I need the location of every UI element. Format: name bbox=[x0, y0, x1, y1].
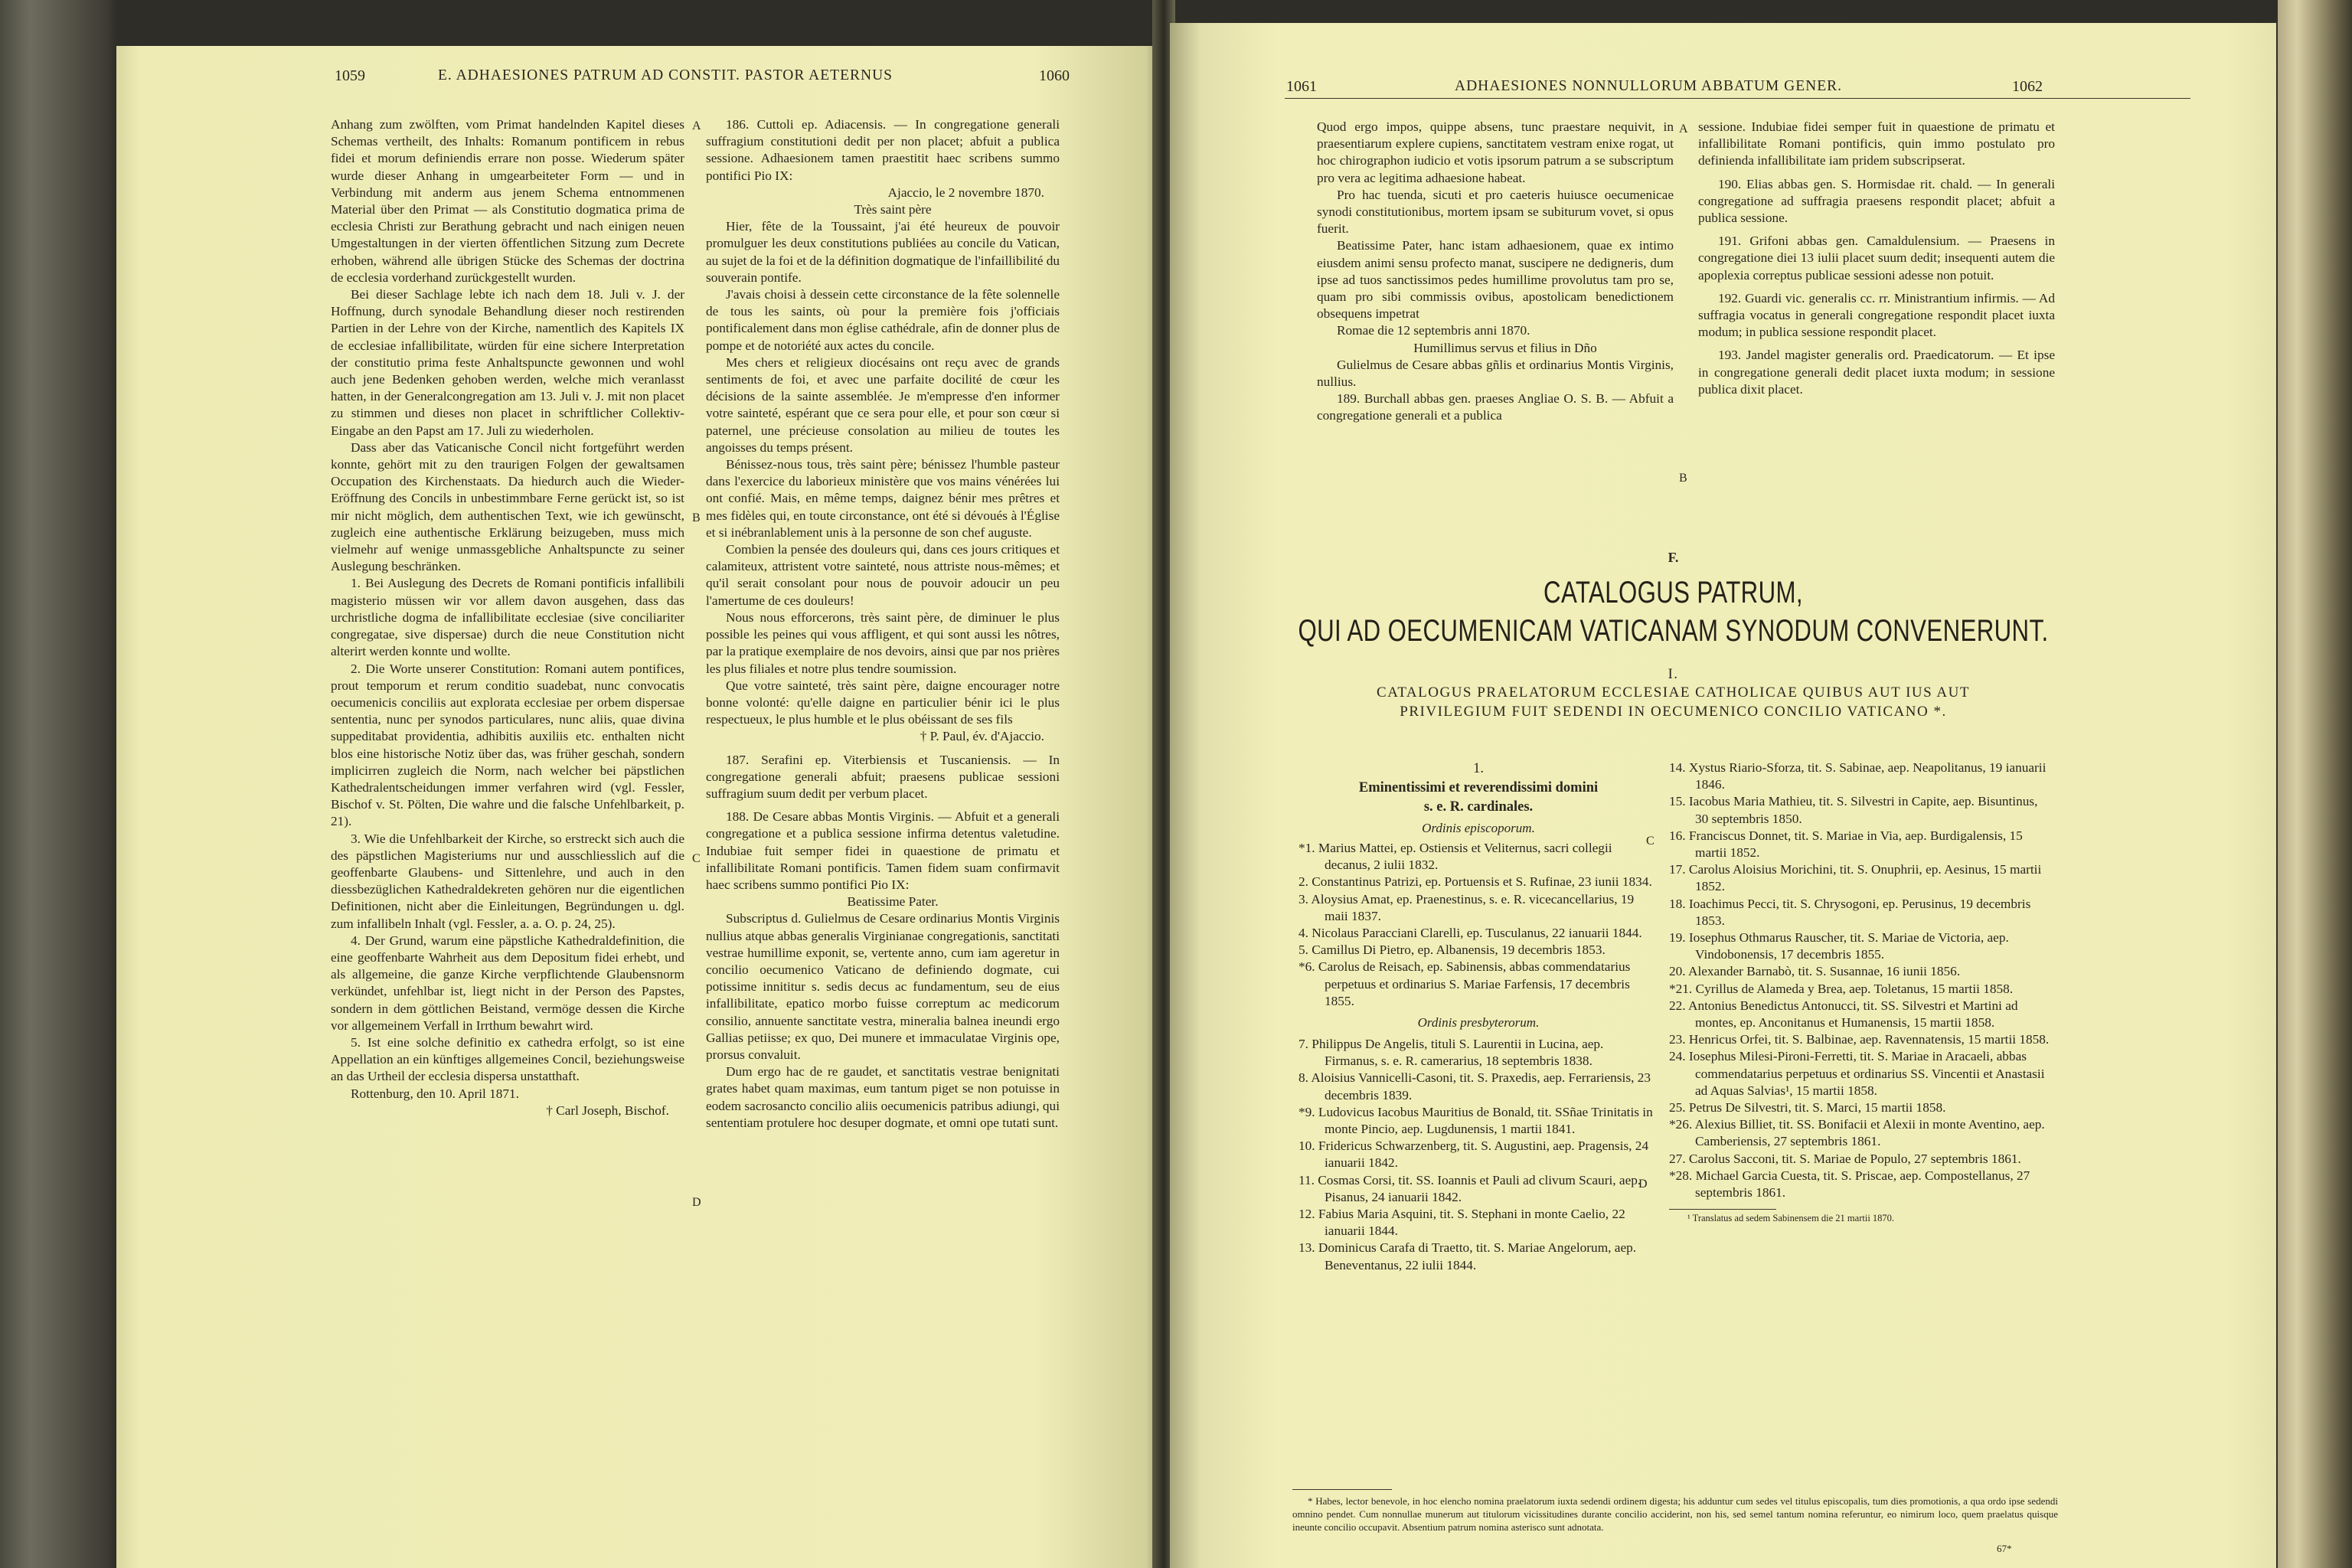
paragraph: Dum ergo hac de re gaudet, et sanctitatis vestrae benignitati grates habet quam maximas, eum tantum piget se non potuisse in eodem sacrosancto concilio aliis oecumenicis patribus adiungi, qui sententiam protulere hoc desuper dogmate, et omni ope tutati sunt. bbox=[706, 1064, 1060, 1130]
paragraph: Bei dieser Sachlage lebte ich nach dem 18. Juli v. J. der Hoffnung, durch synodale Behandlung dieser noch restirenden Partien in der Lehre von der Kirche, namentlich des Kapitels IX de ecclesiae infallibilitate, würden für eine sichere Interpretation der constitutio prima feste Anhaltspuncte gewonnen und wohl auch jene Bedenken gehoben werden, welche mich veranlasst hatten, in der Generalcongregation am 13. Juli v. J. mit non placet zu stimmen und dieses non placet in schriftlicher Collektiv-Eingabe an den Papst am 17. Juli zu wiederholen. bbox=[331, 287, 684, 438]
paragraph: J'avais choisi à dessein cette circonstance de la fête solennelle de tous les saints, où pour la première fois j'officiais pontificalement dans mon église cathédrale, afin de donner plus de pompe et de notoriété aux actes du concile. bbox=[706, 287, 1060, 353]
catalogue-entry: *26. Alexius Billiet, tit. SS. Bonifacii et Alexii in monte Aventino, aep. Camberiensis, 27 septembris 1861. bbox=[1669, 1117, 2045, 1149]
left-heading: E. ADHAESIONES PATRUM AD CONSTIT. PASTOR AETERNUS bbox=[438, 67, 893, 83]
subsection-title-line-2: PRIVILEGIUM FUIT SEDENDI IN OECUMENICO CONCILIO VATICANO *. bbox=[1400, 704, 1947, 720]
head-rule bbox=[1285, 98, 2190, 99]
paragraph: Que votre sainteté, très saint père, daigne encourager notre bonne volonté: qu'elle daigne en particulier bénir ici le plus respectueux, le plus humble et le plus obéissant de ses fils bbox=[706, 678, 1060, 727]
entry-192: 192. Guardi vic. generalis cc. rr. Ministrantium infirmis. — Ad suffragia vocatus in generali congregatione respondit placet iuxta modum; in publica sessione respondit placet. bbox=[1698, 290, 2055, 340]
left-running-head bbox=[116, 67, 1158, 98]
salutation: Très saint père bbox=[854, 202, 932, 217]
margin-letter-b: B bbox=[692, 511, 701, 524]
catalogue-entry: 5. Camillus Di Pietro, ep. Albanensis, 19 decembris 1853. bbox=[1298, 942, 1606, 958]
left-page bbox=[116, 46, 1158, 1568]
right-page bbox=[1170, 23, 2276, 1568]
catalogue-entry: 12. Fabius Maria Asquini, tit. S. Stephani in monte Caelio, 22 ianuarii 1844. bbox=[1298, 1207, 1625, 1239]
page-number-1061: 1061 bbox=[1286, 78, 1317, 95]
left-page-column-1 bbox=[331, 116, 684, 1119]
catalogue-entry: 3. Aloysius Amat, ep. Praenestinus, s. e. R. vicecancellarius, 19 maii 1837. bbox=[1298, 891, 1635, 923]
entry-190: 190. Elias abbas gen. S. Hormisdae rit. chald. — In generali congregatione ad suffragia praesens respondit placet; abfuit a publica sessione. bbox=[1698, 176, 2055, 226]
catalogue-entry: 4. Nicolaus Paracciani Clarelli, ep. Tusculanus, 22 ianuarii 1844. bbox=[1298, 926, 1642, 941]
right-heading: ADHAESIONES NONNULLORUM ABBATUM GENER. bbox=[1455, 78, 1843, 94]
catalogue-entry: *28. Michael Garcia Cuesta, tit. S. Priscae, aep. Compostellanus, 27 septembris 1861. bbox=[1669, 1168, 2030, 1200]
order-bishops: Ordinis episcoporum. bbox=[1422, 821, 1535, 835]
category-number: 1. bbox=[1473, 761, 1484, 776]
catalogue-entry: 15. Iacobus Maria Mathieu, tit. S. Silvestri in Capite, aep. Bisuntinus, 30 septembris 1850. bbox=[1669, 794, 2038, 826]
category-subheading: s. e. R. cardinales. bbox=[1423, 799, 1534, 815]
paragraph: Nous nous efforcerons, très saint père, de diminuer le plus possible les peines qui vous affligent, et qui sont aussi les nôtres, par la pratique exemplaire de nos devoirs, ainsi que par nos prières les plus filiales et notre plus tendre soumission. bbox=[706, 609, 1060, 676]
catalogue-entry: 7. Philippus De Angelis, tituli S. Laurentii in Lucina, aep. Firmanus, s. e. R. camerarius, 18 septembris 1838. bbox=[1298, 1037, 1604, 1069]
closing: Humillimus servus et filius in Dño bbox=[1413, 340, 1597, 355]
section-letter: F. bbox=[1668, 550, 1679, 565]
paragraph: Quod ergo impos, quippe absens, tunc praestare nequivit, in praesentiarum explere cupiens, sanctitatem vestram enixe rogat, ut hoc chirographon iudicio et votis ipsorum patrum a se subscriptum pro vera ac legitima adhaesione habeat. bbox=[1317, 119, 1674, 185]
entry-189: 189. Burchall abbas gen. praeses Angliae O. S. B. — Abfuit a congregatione generali et a publica bbox=[1317, 391, 1674, 423]
margin-letter-d: D bbox=[692, 1196, 701, 1209]
footnote-rule bbox=[1292, 1489, 1392, 1490]
catalogue-entry: *1. Marius Mattei, ep. Ostiensis et Veliternus, sacri collegii decanus, 2 iulii 1832. bbox=[1298, 841, 1612, 873]
paragraph: Beatissime Pater, hanc istam adhaesionem, quae ex intimo eiusdem animi sensu profecto manat, suscipere ne dedigneris, dum ipse ad tuos sanctissimos pedes humillime provolutus tam pro se, quam pro sibi commissis ovibus, apostolicam benedictionem obsequens impetrat bbox=[1317, 238, 1674, 322]
margin-letter-a: A bbox=[1679, 122, 1688, 136]
catalogue-entry: 10. Fridericus Schwarzenberg, tit. S. Augustini, aep. Pragensis, 24 ianuarii 1842. bbox=[1298, 1138, 1649, 1171]
catalogue-entry: 16. Franciscus Donnet, tit. S. Mariae in Via, aep. Burdigalensis, 15 martii 1852. bbox=[1669, 828, 2023, 861]
catalogue-entry: 27. Carolus Sacconi, tit. S. Mariae de Populo, 27 septembris 1861. bbox=[1669, 1151, 2021, 1166]
footnote-asterisk: * Habes, lector benevole, in hoc elencho nomina praelatorum iuxta sedendi ordinem digesta; his adduntur cum sedes vel titulus episcopalis, tum dies promotionis, a qua ordo ipse sedendi omnino pendet. Cum nonnullae munerum aut titulorum vicissitudines durante concilio acciderint, non his, sed semel tantum nomina referuntur, eo nimirum loco, quem praelatus quisque ineunte concilio occupavit. Absentium patrum nomina asterisco sunt adnotata. bbox=[1292, 1495, 2058, 1533]
paragraph: sessione. Indubiae fidei semper fuit in quaestione de primatu et infallibilitate Romani pontificis, quin immo postulato pro definienda infallibilitate iam pridem subscripserat. bbox=[1698, 119, 2055, 168]
paragraph: Anhang zum zwölften, vom Primat handelnden Kapitel dieses Schemas vertheilt, des Inhalts: Romanum pontificem in rebus fidei et morum definiendis errare non posse. Wiederum später wurde dieser Anhang in umgearbeiteter Form — und in Verbindung mit anderm aus jenem Schema entnommenen Material über den Primat — als Constitutio dogmatica prima de ecclesia Christi zur Berathung gebracht und nach einigen neuen Umgestaltungen in der vierten öffentlichen Sitzung zum Decrete erhoben, während alle übrigen Stücke des Schemas der doctrina de ecclesia vorderhand zurückgestellt wurden. bbox=[331, 117, 684, 285]
catalogue-entry: 17. Carolus Aloisius Morichini, tit. S. Onuphrii, ep. Aesinus, 15 martii 1852. bbox=[1669, 862, 2042, 894]
catalogue-entry: 22. Antonius Benedictus Antonucci, tit. SS. Silvestri et Martini ad montes, ep. Anconitanus et Humanensis, 15 martii 1858. bbox=[1669, 998, 2018, 1031]
catalogue-entry: 20. Alexander Barnabò, tit. S. Susannae, 16 iunii 1856. bbox=[1669, 964, 1961, 979]
catalogue-entry: *9. Ludovicus Iacobus Mauritius de Bonald, tit. SSñae Trinitatis in monte Pincio, aep. Lugdunensis, 1 martii 1841. bbox=[1298, 1104, 1653, 1137]
paragraph: 3. Wie die Unfehlbarkeit der Kirche, so erstreckt sich auch die des päpstlichen Magisteriums nur und ausschliesslich auf die geoffenbarte Glaubens- und Sittenlehre, und auch in den diessbezüglichen Kathedraldekreten gehören nur die eigentlichen Definitionen, nicht aber die Einleitungen, Begründungen u. dgl. zum infallibeln Inhalt (vgl. Fessler, a. a. O. p. 24, 25). bbox=[331, 831, 684, 931]
paragraph: Subscriptus d. Gulielmus de Cesare ordinarius Montis Virginis nullius atque abbas generalis Virginianae congregationis, sanctitati vestrae humillime exponit, se, vertente anno, cum iam ageretur in concilio oecumenico Vaticano de definiendo dogmate, cui potissime innititur s. sedis decus ac fundamentum, seu de eius infallibilitate, epatico morbo fuisse correptum ac medicorum consilio, annuente sanctitate vestra, mineralia balnea ineundi ergo Gallias petiisse; ex quo, Dei munere et immaculatae Virginis ope, prorsus convaluit. bbox=[706, 911, 1060, 1062]
page-number-1059: 1059 bbox=[335, 67, 365, 84]
date-line: Rottenburg, den 10. April 1871. bbox=[351, 1086, 520, 1101]
catalogue-entry: *6. Carolus de Reisach, ep. Sabinensis, abbas commendatarius perpetuus et ordinarius S. Mariae Farfensis, 17 decembris 1855. bbox=[1298, 959, 1631, 1008]
catalogue-entry: *21. Cyrillus de Alameda y Brea, aep. Toletanus, 15 martii 1858. bbox=[1669, 981, 2014, 996]
margin-letter-b: B bbox=[1679, 472, 1687, 485]
margin-letter-c: C bbox=[692, 852, 701, 865]
salutation: Beatissime Pater. bbox=[847, 894, 939, 910]
margin-letter-a: A bbox=[692, 119, 701, 132]
subsection-number: I. bbox=[1668, 666, 1679, 682]
entry-188: 188. De Cesare abbas Montis Virginis. — Abfuit et a generali congregatione et a publica sessione infirma detentus valetudine. Indubiae fuit semper fidei in quaestione de primatu et infallibilitate Romani pontificis. Tamen fidem suam confirmavit haec scribens summo pontifici Pio IX: bbox=[706, 809, 1060, 892]
order-priests: Ordinis presbyterorum. bbox=[1417, 1015, 1540, 1031]
catalogue-column-2 bbox=[1669, 760, 2052, 1224]
catalogue-entry: 14. Xystus Riario-Sforza, tit. S. Sabinae, aep. Neapolitanus, 19 ianuarii 1846. bbox=[1669, 760, 2047, 792]
catalogue-entry: 2. Constantinus Patrizi, ep. Portuensis et S. Rufinae, 23 iunii 1834. bbox=[1298, 874, 1652, 890]
catalogue-entry: 19. Iosephus Othmarus Rauscher, tit. S. Mariae de Victoria, aep. Vindobonensis, 17 decembris 1855. bbox=[1669, 930, 2009, 962]
paragraph: 1. Bei Auslegung des Decrets de Romani pontificis infallibili magisterio müssen wir vor allem davon ausgehen, dass das urchristliche dogma de infallibilitate ecclesiae (sive conciliariter congregatae, sive dispersae) durch die neue Constitution nicht alterirt werden konnte und wollte. bbox=[331, 576, 684, 659]
paragraph: 5. Ist eine solche definitio ex cathedra erfolgt, so ist eine Appellation an ein künftiges allgemeines Concil, beziehungsweise an das Urtheil der ecclesia dispersa unstatthaft. bbox=[331, 1034, 684, 1084]
catalogue-entry: 8. Aloisius Vannicelli-Casoni, tit. S. Praxedis, aep. Ferrariensis, 23 decembris 1839. bbox=[1298, 1070, 1651, 1102]
paragraph: Combien la pensée des douleurs qui, dans ces jours critiques et calamiteux, attristent votre sainteté, nous attriste nous-mêmes; et qu'il serait consolant pour nous de pouvoir adoucir un peu l'amertume de ces douleurs! bbox=[706, 542, 1060, 608]
paragraph: Pro hac tuenda, sicuti et pro caeteris huiusce oecumenicae synodi constitutionibus, mortem ipsam se subiturum vovet, si opus fuerit. bbox=[1317, 187, 1674, 237]
category-heading: Eminentissimi et reverendissimi domini bbox=[1358, 780, 1599, 795]
catalogue-entry: 13. Dominicus Carafa di Traetto, tit. S. Mariae Angelorum, aep. Beneventanus, 22 iulii 1844. bbox=[1298, 1240, 1637, 1272]
signature: † Carl Joseph, Bischof. bbox=[546, 1102, 669, 1118]
page-number-1062: 1062 bbox=[2012, 78, 2043, 95]
paragraph: Mes chers et religieux diocésains ont reçu avec de grands sentiments de foi, et avec une parfaite docilité de cœur les décisions de la sainte assemblée. Je m'empresse d'en informer votre sainteté, espérant que ce sera pour elle, et pour son cœur si paternel, une précieuse consolation au milieu de toutes les angoisses du temps présent. bbox=[706, 354, 1060, 455]
subsection-title-line-1: CATALOGUS PRAELATORUM ECCLESIAE CATHOLICAE QUIBUS AUT IUS AUT bbox=[1377, 684, 1970, 701]
paragraph: Hier, fête de la Toussaint, j'ai été heureux de pouvoir promulguer les deux constitutions publiées au concile du Vatican, au sujet de la foi et de la définition dogmatique de l'infaillibilité du souverain pontife. bbox=[706, 219, 1060, 285]
entry-191: 191. Grifoni abbas gen. Camaldulensium. — Praesens in congregatione diei 13 iulii placet suum dedit; insequenti autem die apoplexia correptus publicae sessioni adesse non potuit. bbox=[1698, 234, 2055, 283]
signature-mark: 67* bbox=[1997, 1543, 2012, 1554]
catalogue-entry: 24. Iosephus Milesi-Pironi-Ferretti, tit. S. Mariae in Aracaeli, abbas commendatarius perpetuus et ordinarius SS. Vincentii et Anastasii ad Aquas Salvias¹, 15 martii 1858. bbox=[1669, 1049, 2045, 1098]
catalogue-entry: 11. Cosmas Corsi, tit. SS. Ioannis et Pauli ad clivum Scauri, aep. Pisanus, 24 ianuarii 1842. bbox=[1298, 1172, 1642, 1204]
entry-193: 193. Jandel magister generalis ord. Praedicatorum. — Et ipse in congregatione generali dedit placet iuxta modum; in sessione publica dixit placet. bbox=[1698, 348, 2055, 397]
paragraph: 4. Der Grund, warum eine päpstliche Kathedraldefinition, die eine geoffenbarte Wahrheit aus dem Depositum fidei erhebt, und als allgemeine, die ganze Kirche verpflichtende Glaubensnorm verkündet, unfehlbar ist, liegt nicht in der Person des Papstes, sondern in dem göttlichen Beistand, vermöge dessen die Kirche vor allgemeinem Verfall in Irrthum bewahrt wird. bbox=[331, 933, 684, 1033]
right-page-column-2 bbox=[1698, 119, 2055, 398]
catalogue-title-line-2: QUI AD OECUMENICAM VATICANAM SYNODUM CONVENERUNT. bbox=[1298, 614, 2049, 648]
catalogue-entry: 23. Henricus Orfei, tit. S. Balbinae, aep. Ravennatensis, 15 martii 1858. bbox=[1669, 1032, 2050, 1047]
catalogue-column-1 bbox=[1298, 760, 1658, 1274]
left-page-column-2 bbox=[706, 116, 1060, 1132]
margin-letter-c: C bbox=[1646, 835, 1655, 848]
right-running-head bbox=[1170, 78, 2276, 109]
entry-187: 187. Serafini ep. Viterbiensis et Tuscaniensis. — In congregatione generali abfuit; praesens publicae sessioni suffragium suum dedit per verbum placet. bbox=[706, 752, 1060, 801]
paragraph: Dass aber das Vaticanische Concil nicht fortgeführt werden konnte, gehört mit zu den traurigen Folgen der gewaltsamen Occupation des Kirchenstaats. Da hiedurch auch die Wieder-Eröffnung des Concils in unbestimmbare Ferne gerückt ist, so ist mir nicht möglich, dem authentischen Text, wie ich gewünscht, zugleich eine authentische Erklärung beizugeben, muss mich vielmehr auf wenige unmassgebliche Anhaltspuncte zu seiner Auslegung beschränken. bbox=[331, 439, 684, 574]
date-line: Romae die 12 septembris anni 1870. bbox=[1337, 323, 1530, 338]
margin-letter-d: D bbox=[1638, 1178, 1648, 1191]
date-line: Ajaccio, le 2 novembre 1870. bbox=[887, 185, 1044, 200]
catalogue-title-line-1: CATALOGUS PATRUM, bbox=[1544, 576, 1803, 609]
signature: † P. Paul, év. d'Ajaccio. bbox=[920, 729, 1044, 744]
right-page-column-1 bbox=[1317, 119, 1674, 425]
footnote-rule bbox=[1669, 1209, 1776, 1210]
catalogue-entry: 18. Ioachimus Pecci, tit. S. Chrysogoni, ep. Perusinus, 19 decembris 1853. bbox=[1669, 896, 2031, 928]
footnote-1: ¹ Translatus ad sedem Sabinensem die 21 martii 1870. bbox=[1687, 1213, 1895, 1224]
book-cover-edge bbox=[2278, 0, 2352, 1568]
catalogue-entry: 25. Petrus De Silvestri, tit. S. Marci, 15 martii 1858. bbox=[1669, 1100, 1946, 1116]
paragraph: Bénissez-nous tous, très saint père; bénissez l'humble pasteur dans l'exercice du laborieux ministère que vos mains vénérées lui ont confié. Mais, en même temps, daignez bénir mes prêtres et mes fidèles qui, en toute circonstance, ont été si dévoués à l'Église et si inébranlablement unis à la personne de son chef auguste. bbox=[706, 457, 1060, 540]
paragraph: 2. Die Worte unserer Constitution: Romani autem pontifices, prout temporum et rerum conditio suadebat, nunc convocatis oecumenicis conciliis aut explorata ecclesiae per orbem dispersae sententia, nunc per synodos particulares, nunc aliis, quae divina suppeditabat providentia, adhibitis auxiliis etc. enthalten nicht blos eine historische Notiz über das, was früher geschah, sondern implicirren zugleich die Norm, nach welcher bei päpstlichen Kathedralentscheidungen immer verfahren wird (vgl. Fessler, Bischof v. St. Pölten, Die wahre und die falsche Unfehlbarkeit, p. 21). bbox=[331, 661, 684, 829]
entry-186: 186. Cuttoli ep. Adiacensis. — In congregatione generali suffragium constitutioni dedit per non placet; abfuit a publica sessione. Adhaesionem tamen praestitit haec scribens summo pontifici Pio IX: bbox=[706, 117, 1060, 183]
page-number-1060: 1060 bbox=[1039, 67, 1070, 84]
signature: Gulielmus de Cesare abbas gñlis et ordinarius Montis Virginis, nullius. bbox=[1317, 357, 1674, 390]
